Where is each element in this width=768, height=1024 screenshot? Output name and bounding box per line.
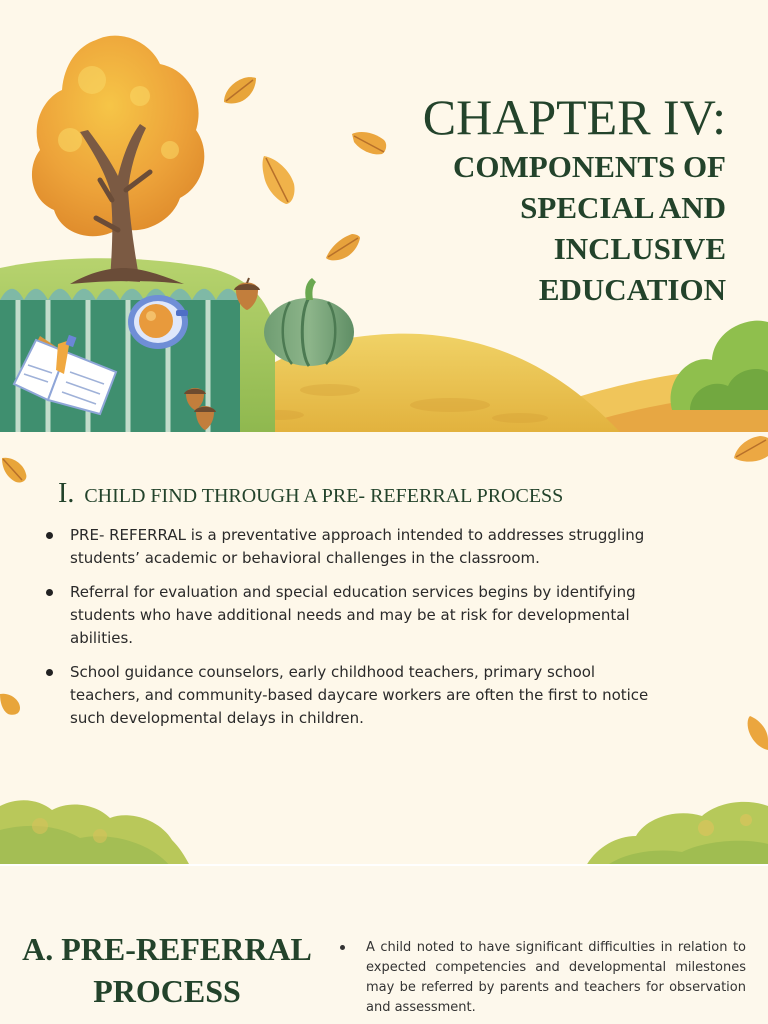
bullet-icon [46, 532, 53, 539]
autumn-tree-icon [32, 36, 204, 284]
oak-leaf-icon [348, 126, 390, 160]
tea-cup-icon [128, 295, 188, 349]
bullet-list [46, 524, 666, 741]
chapter-title: CHAPTER IV: [422, 89, 726, 145]
pre-referral-text: A child noted to have significant difficulties in relation to expected competencies and developmental milestones may be referred by parents and teachers for observation and assessment. [366, 940, 746, 1015]
list-item [46, 581, 666, 650]
chapter-subtitle-line: EDUCATION [538, 272, 726, 307]
bullet-icon [46, 589, 53, 596]
chapter-subtitle-line: COMPONENTS OF [453, 149, 726, 184]
bullet-text: School guidance counselors, early childhood teachers, primary school teachers, and community-based daycare workers are often the first to notice such developmental delays in children. [70, 663, 649, 727]
oak-leaf-icon [0, 452, 30, 486]
oak-leaf-icon [256, 152, 300, 208]
bullet-icon [340, 945, 345, 950]
chapter-subtitle [406, 146, 726, 310]
oak-leaf-icon [322, 230, 364, 264]
oak-leaf-icon [730, 430, 768, 466]
section-heading [58, 478, 563, 510]
chapter-subtitle-line: INCLUSIVE [553, 231, 726, 266]
pre-referral-title [4, 928, 330, 1012]
bullet-text: PRE- REFERRAL is a preventative approach intended to addresses struggling students’ academic or behavioral challenges in the classroom. [70, 526, 645, 567]
list-item [46, 661, 666, 730]
section-number: I. [58, 478, 75, 509]
oak-leaf-icon [220, 72, 260, 108]
oak-leaf-icon [744, 712, 768, 752]
pre-referral-title-line: A. PRE-REFERRAL [22, 931, 312, 967]
pumpkin-icon [264, 278, 354, 366]
chapter-subtitle-line: SPECIAL AND [520, 190, 726, 225]
bullet-icon [46, 669, 53, 676]
bush-icon [671, 321, 768, 410]
oak-leaf-icon [0, 688, 24, 716]
bush-icon [586, 798, 768, 864]
section-heading-text: CHILD FIND THROUGH A PRE- REFERRAL PROCESS [84, 485, 564, 507]
list-item [46, 524, 666, 570]
bullet-text: Referral for evaluation and special education services begins by identifying students who have additional needs and may be at risk for developmental abilities. [70, 583, 636, 647]
bush-icon [0, 796, 190, 864]
pre-referral-title-line: PROCESS [93, 973, 241, 1009]
